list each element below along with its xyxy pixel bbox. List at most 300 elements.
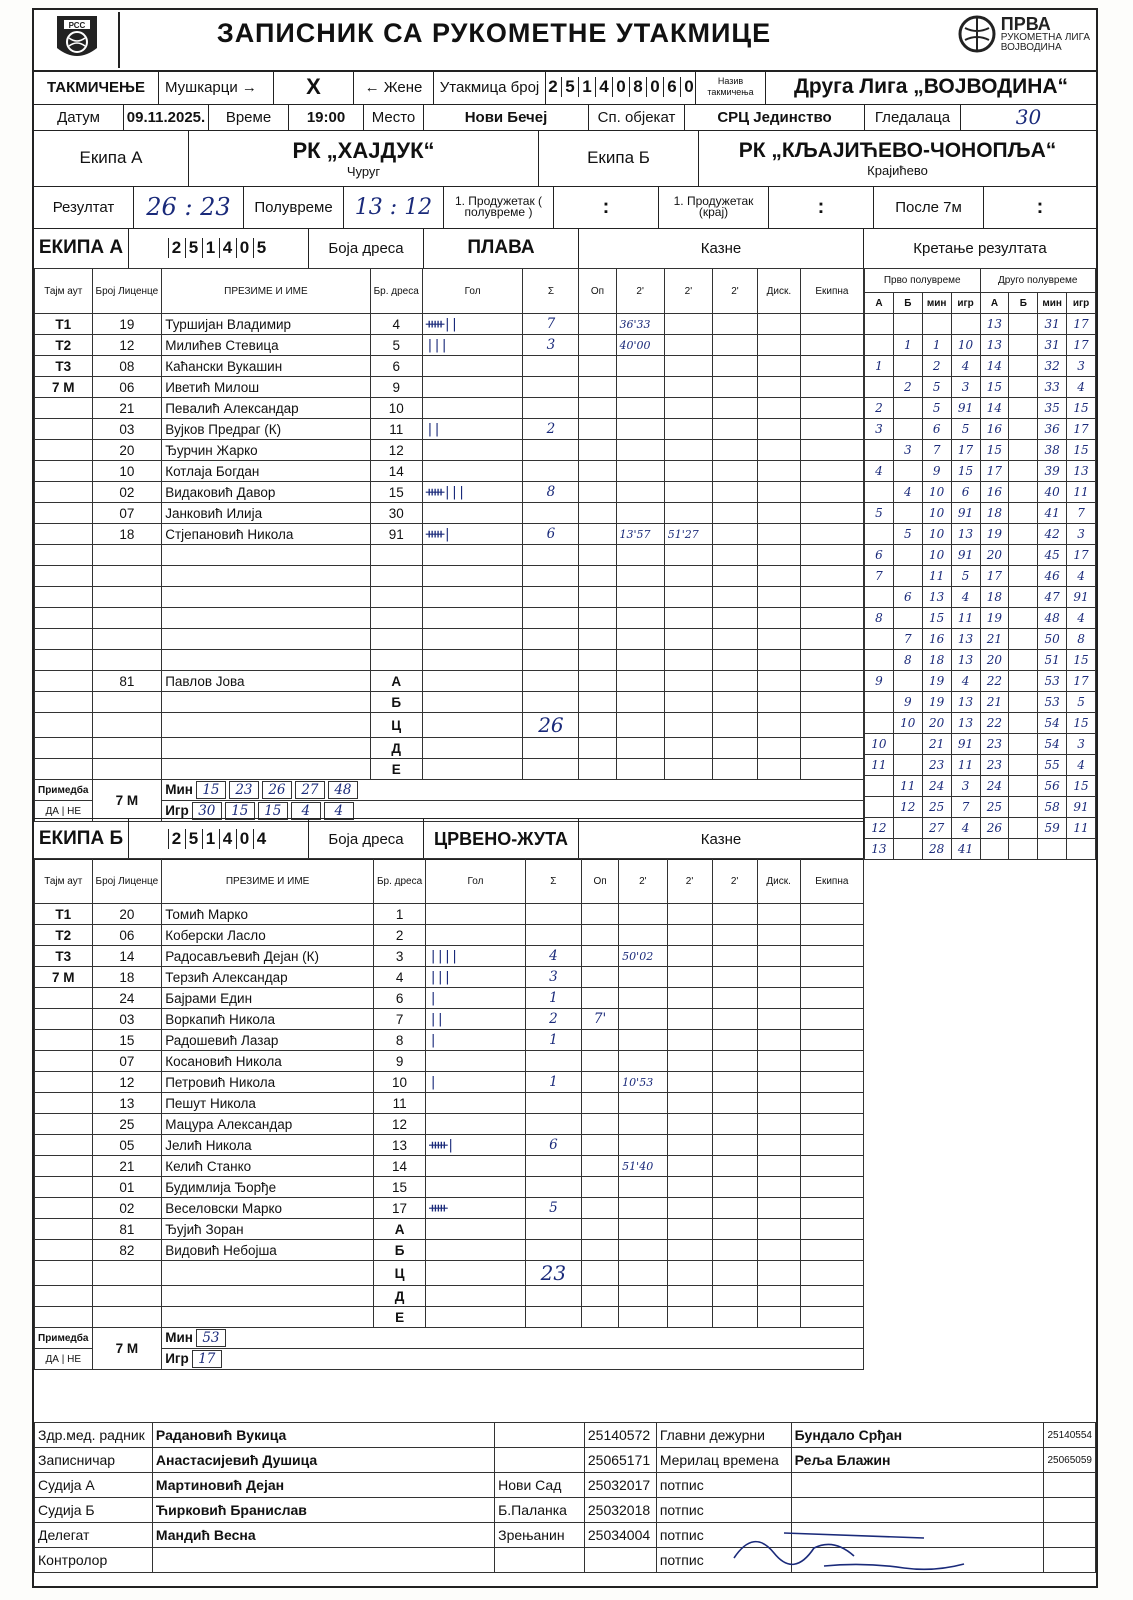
official-penalty-cell — [619, 1240, 667, 1261]
min-row — [162, 1328, 864, 1349]
progress-cell: 17 — [1067, 545, 1096, 566]
official-penalty-cell — [757, 692, 800, 713]
official-name — [162, 1307, 374, 1328]
progress-cell: 3 — [951, 377, 980, 398]
warning-cell — [581, 1072, 618, 1093]
progress-row — [865, 461, 1096, 482]
progress-row — [865, 650, 1096, 671]
two-min-1 — [619, 1198, 667, 1219]
progress-cell: 4 — [865, 461, 894, 482]
progress-cell: 21 — [922, 734, 951, 755]
penalty-cell — [800, 335, 863, 356]
two-min-1 — [619, 1030, 667, 1051]
jersey-number: 9 — [373, 1051, 425, 1072]
penalty-cell — [757, 356, 800, 377]
player-name: Косановић Никола — [162, 1051, 374, 1072]
penalty-cell — [713, 503, 758, 524]
warning-col-header: Оп — [579, 269, 616, 314]
license-cell: 06 — [92, 377, 162, 398]
jersey-number: 7 — [373, 1009, 425, 1030]
progress-cell — [1009, 377, 1038, 398]
player-row — [35, 482, 864, 503]
player-name: Радосављевић Дејан (К) — [162, 946, 374, 967]
official-role-2: потпис — [656, 1548, 791, 1573]
progress-cell: 17 — [980, 566, 1009, 587]
official-total: 23 — [525, 1261, 581, 1286]
official-penalty-cell — [664, 759, 712, 780]
progress-cell — [865, 629, 894, 650]
table-header — [35, 859, 864, 904]
jersey-number: 91 — [370, 524, 422, 545]
progress-cell: 7 — [922, 440, 951, 461]
penalty-cell — [757, 419, 800, 440]
player-row — [35, 1177, 864, 1198]
progress-cell: 50 — [1038, 629, 1067, 650]
official-name — [162, 713, 370, 738]
progress-cell: 91 — [1067, 797, 1096, 818]
official-name: Мандић Весна — [152, 1523, 494, 1548]
ot1-half-value: : — [554, 186, 659, 228]
progress-cell: 8 — [1067, 629, 1096, 650]
player-name: Видаковић Давор — [162, 482, 370, 503]
jersey-number: 12 — [373, 1114, 425, 1135]
progress-cell — [865, 377, 894, 398]
penalty-cell — [757, 988, 800, 1009]
penalty-cell — [713, 314, 758, 335]
warning-cell — [579, 335, 616, 356]
penalty-cell — [713, 587, 758, 608]
goals-tally — [422, 503, 523, 524]
league-logo-sub2: ВОЈВОДИНА — [1000, 42, 1062, 53]
official-letter: Е — [373, 1307, 425, 1328]
progress-cell: 9 — [865, 671, 894, 692]
official-penalty-cell — [667, 1286, 712, 1307]
official-license: 82 — [92, 1240, 162, 1261]
timeout-cell — [35, 1177, 93, 1198]
warning-cell — [579, 461, 616, 482]
penalty-cell — [800, 1156, 863, 1177]
official-goal-blank — [426, 1307, 526, 1328]
official-city — [495, 1548, 585, 1573]
jersey-number — [370, 650, 422, 671]
progress-half-header — [865, 269, 1096, 293]
progress-cell — [1009, 524, 1038, 545]
progress-cell: 11 — [893, 776, 922, 797]
igr-label: Игр — [165, 1351, 189, 1366]
official-goal-blank — [426, 1240, 526, 1261]
jersey-number — [370, 587, 422, 608]
seven-m-label: 7 М — [92, 1328, 162, 1370]
official-total — [523, 759, 579, 780]
timeout-col-header: Тајм аут — [35, 269, 93, 314]
progress-cell: 39 — [1038, 461, 1067, 482]
official-name: Анастасијевић Душица — [152, 1448, 494, 1473]
official-role-2: потпис — [656, 1523, 791, 1548]
digit: 5 — [253, 238, 270, 258]
goals-tally — [422, 398, 523, 419]
progress-cell — [893, 398, 922, 419]
two-min-2 — [664, 461, 712, 482]
progress-cell: 3 — [893, 440, 922, 461]
date-value: 09.11.2025. — [124, 104, 209, 130]
goals-tally — [422, 440, 523, 461]
penalty-cell — [757, 545, 800, 566]
two-min-1 — [616, 629, 664, 650]
progress-cell — [980, 839, 1009, 860]
timeout-cell: T2 — [35, 335, 93, 356]
penalty-cell — [713, 608, 758, 629]
license-col-header: Број Лиценце — [92, 269, 162, 314]
progress-row — [865, 587, 1096, 608]
progress-cell: 9 — [922, 461, 951, 482]
player-row — [35, 461, 864, 482]
player-row — [35, 335, 864, 356]
goals-tally: | — [426, 988, 526, 1009]
two-min-2 — [664, 545, 712, 566]
goals-sum — [523, 398, 579, 419]
two-min-1 — [616, 482, 664, 503]
player-row — [35, 946, 864, 967]
official-goal-blank — [422, 713, 523, 738]
official-penalty-cell — [757, 1240, 800, 1261]
digit: 5 — [185, 238, 202, 258]
goals-sum — [523, 650, 579, 671]
team-b-jersey-label: Боја дреса — [309, 819, 424, 859]
progress-row — [865, 629, 1096, 650]
goals-tally — [422, 461, 523, 482]
goals-tally — [422, 587, 523, 608]
official-name-2 — [791, 1473, 1044, 1498]
progress-row — [865, 566, 1096, 587]
progress-cell: 8 — [893, 650, 922, 671]
progress-row — [865, 776, 1096, 797]
progress-cell — [865, 587, 894, 608]
player-name — [162, 545, 370, 566]
progress-cell — [865, 482, 894, 503]
place-label: Место — [364, 104, 424, 130]
digit: 1 — [202, 829, 219, 849]
progress-cell — [1009, 776, 1038, 797]
report-title: ЗАПИСНИК СА РУКОМЕТНЕ УТАКМИЦЕ — [216, 18, 772, 48]
official-penalty-cell — [712, 1219, 757, 1240]
goals-sum — [523, 503, 579, 524]
two-min-1 — [616, 608, 664, 629]
progress-cell: 11 — [865, 755, 894, 776]
penalty-cell — [757, 650, 800, 671]
two-min-1 — [619, 1051, 667, 1072]
progress-col: мин — [922, 293, 951, 314]
progress-cell: 10 — [922, 503, 951, 524]
two-min-1 — [616, 587, 664, 608]
progress-cell: 10 — [922, 545, 951, 566]
digit: 5 — [185, 829, 202, 849]
penalty-cell — [713, 419, 758, 440]
goals-tally — [422, 650, 523, 671]
penalty-cell — [757, 1009, 800, 1030]
penalty-cell — [712, 1093, 757, 1114]
two-min-col-header: 2' — [713, 269, 758, 314]
official-license: 81 — [92, 1219, 162, 1240]
progress-cell: 13 — [980, 335, 1009, 356]
progress-cell: 4 — [951, 356, 980, 377]
progress-cell: 32 — [1038, 356, 1067, 377]
license-cell — [92, 545, 162, 566]
progress-cell — [1009, 650, 1038, 671]
two-min-2 — [667, 1093, 712, 1114]
digit: 0 — [612, 77, 629, 97]
official-penalty-cell — [579, 671, 616, 692]
player-row — [35, 1051, 864, 1072]
progress-cell — [893, 503, 922, 524]
player-name: Каћански Вукашин — [162, 356, 370, 377]
penalty-cell — [757, 608, 800, 629]
progress-cell: 31 — [1038, 314, 1067, 335]
team-b-header — [34, 818, 864, 860]
goals-sum: 2 — [523, 419, 579, 440]
progress-cell: 10 — [922, 524, 951, 545]
goals-tally — [426, 904, 526, 925]
progress-cell — [865, 314, 894, 335]
official-penalty-cell — [619, 1286, 667, 1307]
timeout-cell: T3 — [35, 356, 93, 377]
two-min-1 — [616, 650, 664, 671]
progress-cell: 4 — [1067, 377, 1096, 398]
after7m-label: После 7м — [874, 186, 984, 228]
warning-cell — [579, 377, 616, 398]
goals-tally: || — [426, 1009, 526, 1030]
digit: 0 — [236, 829, 253, 849]
seven-m-label: 7 М — [92, 780, 162, 822]
warning-cell — [579, 608, 616, 629]
progress-cell: 11 — [922, 566, 951, 587]
two-min-1 — [619, 1093, 667, 1114]
two-min-2 — [664, 566, 712, 587]
goals-sum: 6 — [523, 524, 579, 545]
progress-cell: 2 — [893, 377, 922, 398]
after7m-value: : — [1036, 195, 1044, 218]
progress-cell: 15 — [1067, 650, 1096, 671]
player-row — [35, 1072, 864, 1093]
two-min-2 — [664, 650, 712, 671]
official-license: 25140572 — [584, 1423, 656, 1448]
progress-cell: 15 — [922, 608, 951, 629]
jersey-number — [370, 566, 422, 587]
two-min-col-header: 2' — [616, 269, 664, 314]
goals-tally — [426, 1114, 526, 1135]
official-penalty-cell — [800, 671, 863, 692]
date-label: Датум — [34, 104, 124, 130]
goals-tally — [426, 1093, 526, 1114]
team-penalty-col-header: Екипна — [800, 269, 863, 314]
two-min-1: 10'53 — [619, 1072, 667, 1093]
player-name: Стјепановић Никола — [162, 524, 370, 545]
player-row — [35, 1198, 864, 1219]
jersey-number: 4 — [373, 967, 425, 988]
progress-cell — [1009, 818, 1038, 839]
player-row — [35, 1114, 864, 1135]
time-label: Време — [209, 104, 289, 130]
progress-cell: 47 — [1038, 587, 1067, 608]
official-row — [35, 738, 864, 759]
official-blank — [35, 692, 93, 713]
official-penalty-cell — [664, 713, 712, 738]
progress-cell — [1009, 419, 1038, 440]
official-penalty-cell — [712, 1261, 757, 1286]
progress-cell: 6 — [865, 545, 894, 566]
penalty-cell — [713, 377, 758, 398]
progress-cell: 91 — [951, 545, 980, 566]
progress-cell: 11 — [1067, 482, 1096, 503]
digit: 0 — [646, 77, 663, 97]
two-min-1: 50'02 — [619, 946, 667, 967]
penalty-cell — [757, 587, 800, 608]
official-role-2: потпис — [656, 1498, 791, 1523]
official-role: Судија Б — [35, 1498, 153, 1523]
penalty-cell — [713, 398, 758, 419]
progress-cell: 4 — [951, 587, 980, 608]
goals-sum — [523, 629, 579, 650]
second-half-header: Друго полувреме — [980, 269, 1096, 293]
goals-tally — [426, 1156, 526, 1177]
warning-cell — [581, 1156, 618, 1177]
official-name — [162, 759, 370, 780]
timeout-cell — [35, 419, 93, 440]
penalty-cell — [757, 461, 800, 482]
official-penalty-cell — [581, 1261, 618, 1286]
two-min-1 — [616, 545, 664, 566]
license-cell: 12 — [92, 1072, 162, 1093]
progress-cell — [922, 314, 951, 335]
license-cell: 19 — [92, 314, 162, 335]
penalty-cell — [757, 629, 800, 650]
timeout-cell — [35, 1156, 93, 1177]
official-penalty-cell — [757, 671, 800, 692]
penalty-cell — [800, 1051, 863, 1072]
men-label: Мушкарци → — [159, 70, 274, 104]
digit: 4 — [219, 829, 236, 849]
official-penalty-cell — [579, 713, 616, 738]
warning-cell — [579, 566, 616, 587]
date-row — [34, 104, 1096, 131]
progress-cell: 1 — [922, 335, 951, 356]
seven-m-player: 15 — [258, 802, 288, 820]
penalty-cell — [800, 356, 863, 377]
progress-row — [865, 314, 1096, 335]
player-row — [35, 356, 864, 377]
result-row — [34, 186, 1096, 229]
player-row — [35, 904, 864, 925]
progress-cell — [865, 440, 894, 461]
progress-cell: 6 — [951, 482, 980, 503]
penalty-cell — [800, 587, 863, 608]
women-label: ← Жене — [354, 70, 434, 104]
player-row — [35, 1030, 864, 1051]
progress-cell: 3 — [1067, 734, 1096, 755]
goals-sum — [523, 356, 579, 377]
penalty-cell — [800, 1135, 863, 1156]
progress-cell: 15 — [951, 461, 980, 482]
progress-cell: 7 — [893, 629, 922, 650]
two-min-2 — [664, 503, 712, 524]
seven-m-minute: 53 — [196, 1329, 226, 1347]
team-a-table — [34, 268, 864, 822]
two-min-2 — [667, 925, 712, 946]
result-label: Резултат — [34, 186, 134, 228]
progress-cell: 13 — [951, 524, 980, 545]
progress-cell: 24 — [922, 776, 951, 797]
penalty-cell — [800, 314, 863, 335]
progress-cell: 33 — [1038, 377, 1067, 398]
progress-cell: 4 — [893, 482, 922, 503]
goals-sum — [523, 566, 579, 587]
official-blank — [35, 713, 93, 738]
progress-cell: 45 — [1038, 545, 1067, 566]
official-penalty-cell — [800, 692, 863, 713]
official-role-2: Главни дежурни — [656, 1423, 791, 1448]
official-name — [162, 738, 370, 759]
progress-cell: 11 — [951, 755, 980, 776]
player-name: Туршијан Владимир — [162, 314, 370, 335]
progress-cell: 4 — [951, 671, 980, 692]
venue-value: СРЦ Јединство — [685, 104, 865, 130]
penalty-cell — [757, 1198, 800, 1219]
penalty-cell — [712, 1051, 757, 1072]
team-b-jersey: ЦРВЕНО-ЖУТА — [424, 819, 579, 859]
progress-cell — [951, 314, 980, 335]
warning-cell — [579, 419, 616, 440]
progress-cell: 25 — [922, 797, 951, 818]
two-min-2 — [667, 1051, 712, 1072]
player-row — [35, 566, 864, 587]
two-min-2 — [664, 440, 712, 461]
progress-cell: 5 — [865, 503, 894, 524]
jersey-number: 10 — [373, 1072, 425, 1093]
digit: 4 — [595, 77, 612, 97]
goals-tally — [422, 356, 523, 377]
official-license-2 — [1044, 1498, 1096, 1523]
goals-sum — [523, 461, 579, 482]
warning-cell — [581, 925, 618, 946]
progress-cell: 1 — [893, 335, 922, 356]
progress-cell: 17 — [1067, 671, 1096, 692]
progress-cell — [1009, 356, 1038, 377]
player-name: Мацура Александар — [162, 1114, 374, 1135]
two-min-1 — [619, 1135, 667, 1156]
goals-tally: ||| — [426, 967, 526, 988]
official-penalty-cell — [800, 1219, 863, 1240]
player-row — [35, 398, 864, 419]
official-blank — [35, 1240, 93, 1261]
official-letter: Б — [373, 1240, 425, 1261]
player-row — [35, 608, 864, 629]
official-role: Судија А — [35, 1473, 153, 1498]
official-license — [92, 1261, 162, 1286]
progress-row — [865, 335, 1096, 356]
progress-row — [865, 419, 1096, 440]
official-penalty-cell — [800, 738, 863, 759]
penalty-cell — [713, 461, 758, 482]
goals-tally: ᚔ| — [426, 1135, 526, 1156]
venue-label: Сп. објекат — [589, 104, 685, 130]
progress-cell: 35 — [1038, 398, 1067, 419]
official-name: Видовић Небојша — [162, 1240, 374, 1261]
two-min-1: 36'33 — [616, 314, 664, 335]
progress-cell — [893, 545, 922, 566]
progress-cell: 5 — [922, 398, 951, 419]
ot1-half-label: 1. Продужетак ( полувреме ) — [444, 186, 554, 228]
penalty-cell — [800, 1072, 863, 1093]
license-cell: 24 — [92, 988, 162, 1009]
